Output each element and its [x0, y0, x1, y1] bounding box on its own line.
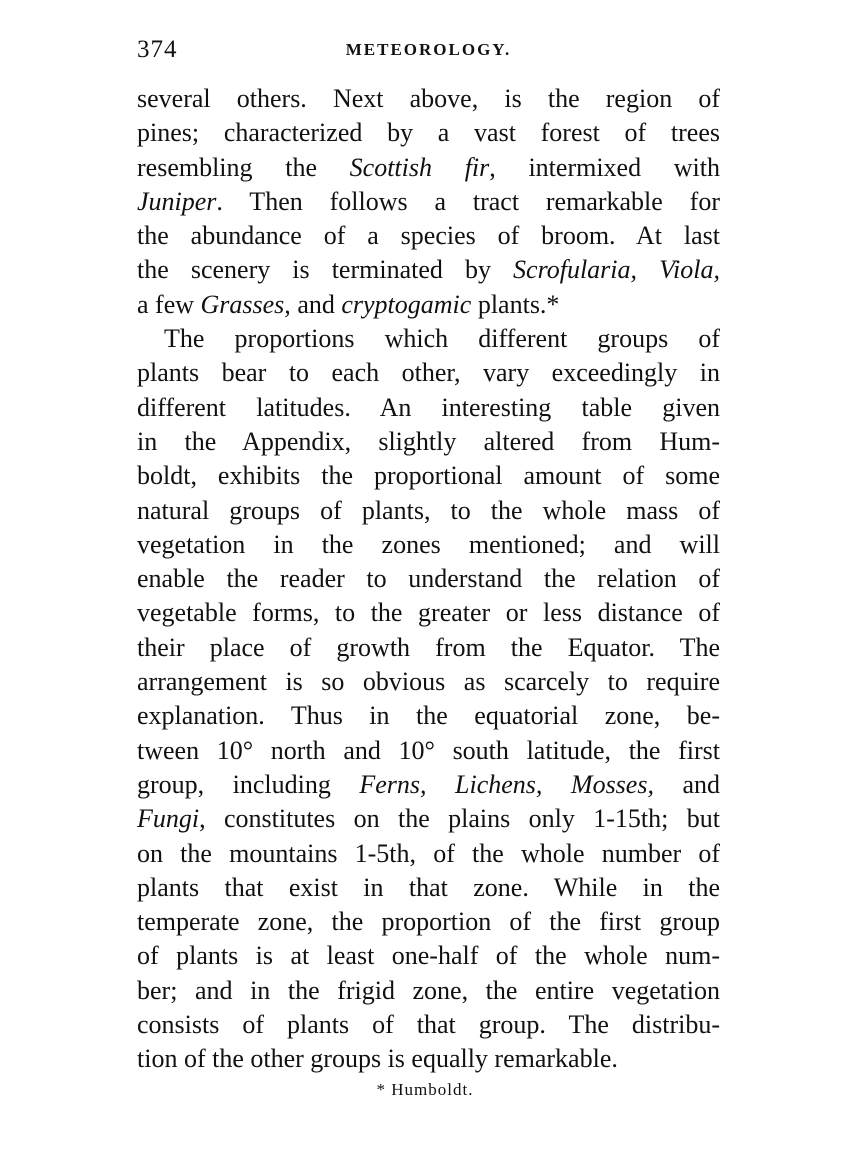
text-segment: temperate zone, the proportion of the first group	[137, 907, 720, 937]
text-segment: tion of the other groups is equally remarkable.	[137, 1044, 618, 1074]
page-number: 374	[137, 36, 178, 63]
text-line	[137, 391, 720, 425]
text-line	[137, 734, 720, 768]
italic-text: Grasses,	[200, 289, 291, 319]
text-line	[137, 631, 720, 665]
text-segment: enable the reader to understand the relation of	[137, 564, 720, 594]
italic-text: Juniper	[137, 186, 217, 216]
text-line	[137, 253, 720, 287]
text-segment: natural groups of plants, to the whole mass of	[137, 495, 720, 525]
text-line	[137, 116, 720, 150]
page-header	[137, 36, 720, 70]
text-line	[137, 494, 720, 528]
text-segment: explanation. Thus in the equatorial zone, be-	[137, 701, 720, 731]
footnote: * Humboldt.	[376, 1080, 474, 1099]
text-line	[137, 151, 720, 185]
text-segment: arrangement is so obvious as scarcely to require	[137, 667, 720, 697]
text-segment: their place of growth from the Equator. The	[137, 632, 720, 662]
text-segment: plants that exist in that zone. While in the	[137, 872, 720, 902]
text-line	[137, 939, 720, 973]
text-segment: resembling the	[137, 152, 350, 182]
body-text	[137, 82, 720, 1077]
italic-text: cryptogamic	[341, 289, 472, 319]
text-line	[137, 528, 720, 562]
text-segment: in the Appendix, slightly altered from Hum-	[137, 426, 720, 456]
text-segment: and	[653, 769, 721, 799]
paragraph	[137, 322, 720, 1077]
text-segment: group, including	[137, 769, 360, 799]
text-line	[137, 974, 720, 1008]
text-line	[137, 905, 720, 939]
text-line	[137, 665, 720, 699]
text-segment: different latitudes. An interesting table given	[137, 392, 720, 422]
text-segment: , constitutes on the plains only 1-15th; but	[199, 804, 720, 834]
text-segment: several others. Next above, is the region of	[137, 84, 720, 113]
text-line	[137, 1008, 720, 1042]
text-segment: boldt, exhibits the proportional amount of some	[137, 461, 720, 491]
text-line	[137, 699, 720, 733]
text-segment: on the mountains 1-5th, of the whole number of	[137, 838, 720, 868]
text-segment: the abundance of a species of broom. At last	[137, 221, 720, 251]
text-line	[137, 185, 720, 219]
text-segment: a few	[137, 289, 201, 319]
text-line	[137, 219, 720, 253]
text-segment: and	[290, 289, 342, 319]
text-line	[137, 837, 720, 871]
text-segment: plants bear to each other, vary exceedingly in	[137, 358, 720, 388]
text-segment: vegetation in the zones mentioned; and will	[137, 529, 720, 559]
running-head: METEOROLOGY.	[345, 40, 512, 59]
text-line	[137, 425, 720, 459]
text-line	[137, 288, 720, 322]
text-line	[137, 871, 720, 905]
text-line	[137, 768, 720, 802]
text-segment: vegetable forms, to the greater or less distance of	[137, 598, 720, 628]
text-segment: plants.*	[471, 289, 560, 319]
text-line	[137, 1042, 720, 1076]
text-line	[137, 356, 720, 390]
italic-text: Scrofularia, Viola,	[513, 255, 720, 285]
italic-text: Scottish fir	[349, 152, 490, 182]
text-line	[137, 562, 720, 596]
text-segment: pines; characterized by a vast forest of trees	[137, 118, 720, 148]
text-line	[137, 459, 720, 493]
text-line	[137, 82, 720, 116]
text-line	[137, 802, 720, 836]
text-line	[137, 322, 720, 356]
paragraph	[137, 82, 720, 322]
text-segment: ber; and in the frigid zone, the entire vegetation	[137, 975, 720, 1005]
text-segment: consists of plants of that group. The distribu-	[137, 1010, 720, 1040]
text-segment: tween 10° north and 10° south latitude, the first	[137, 735, 720, 765]
text-segment: of plants is at least one-half of the whole num-	[137, 941, 720, 971]
text-segment: , intermixed with	[489, 152, 720, 182]
text-line	[137, 596, 720, 630]
text-segment: the scenery is terminated by	[137, 255, 514, 285]
italic-text: Ferns, Lichens, Mosses,	[359, 769, 654, 799]
text-segment: . Then follows a tract remarkable for	[216, 186, 720, 216]
italic-text: Fungi	[137, 804, 200, 834]
text-segment: The proportions which different groups of	[164, 324, 720, 354]
